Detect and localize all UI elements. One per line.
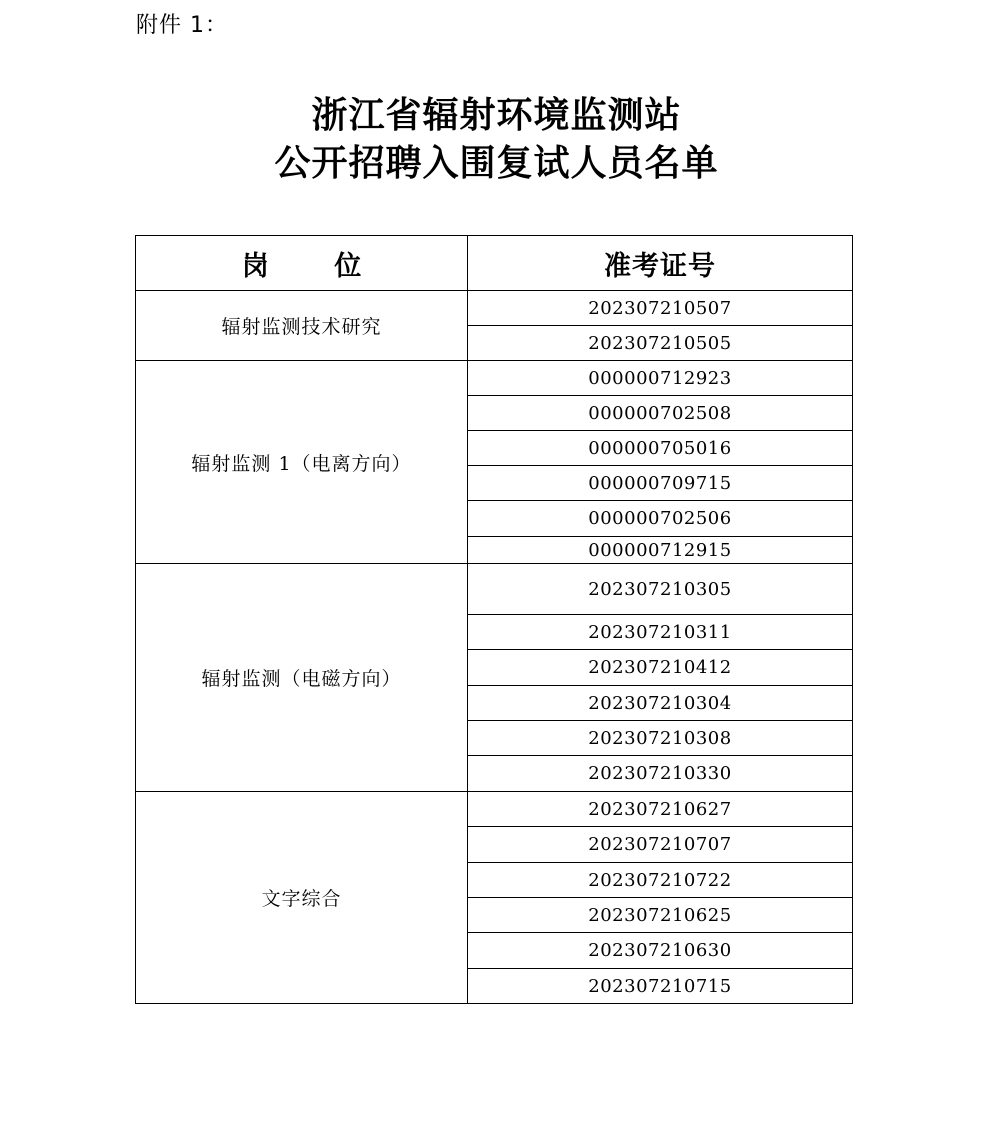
post-cell: 文字综合 <box>136 792 468 1004</box>
exam-number-cell: 202307210627 <box>468 792 853 827</box>
exam-number-cell: 202307210630 <box>468 933 853 969</box>
candidate-list-table <box>135 235 853 1004</box>
header-exam-number: 准考证号 <box>468 236 853 291</box>
exam-number-cell: 202307210507 <box>468 291 853 326</box>
exam-number-cell: 000000712915 <box>468 537 853 564</box>
document-title-line-1: 浙江省辐射环境监测站 <box>311 94 682 136</box>
exam-number-cell: 202307210505 <box>468 326 853 361</box>
exam-number-cell: 202307210625 <box>468 898 853 933</box>
exam-number-cell: 202307210722 <box>468 863 853 898</box>
exam-number-cell: 202307210305 <box>468 564 853 615</box>
post-cell: 辐射监测 1（电离方向） <box>136 361 468 564</box>
exam-number-cell: 202307210330 <box>468 756 853 792</box>
exam-number-cell: 202307210707 <box>468 827 853 863</box>
table-row <box>136 792 853 827</box>
exam-number-cell: 000000712923 <box>468 361 853 396</box>
attachment-label: 附件 1： <box>136 13 228 38</box>
post-cell: 辐射监测技术研究 <box>136 291 468 361</box>
exam-number-cell: 202307210311 <box>468 615 853 650</box>
table-row <box>136 291 853 326</box>
exam-number-cell: 000000702506 <box>468 501 853 537</box>
exam-number-cell: 202307210308 <box>468 721 853 756</box>
table-row <box>136 564 853 615</box>
table-row <box>136 361 853 396</box>
exam-number-cell: 202307210715 <box>468 969 853 1004</box>
exam-number-cell: 202307210304 <box>468 686 853 721</box>
exam-number-cell: 202307210412 <box>468 650 853 686</box>
exam-number-cell: 000000702508 <box>468 396 853 431</box>
post-cell: 辐射监测（电磁方向） <box>136 564 468 792</box>
table-header-row <box>136 236 853 291</box>
exam-number-cell: 000000705016 <box>468 431 853 466</box>
document-title-line-2: 公开招聘入围复试人员名单 <box>274 142 719 184</box>
exam-number-cell: 000000709715 <box>468 466 853 501</box>
header-post: 岗 位 <box>136 236 468 291</box>
